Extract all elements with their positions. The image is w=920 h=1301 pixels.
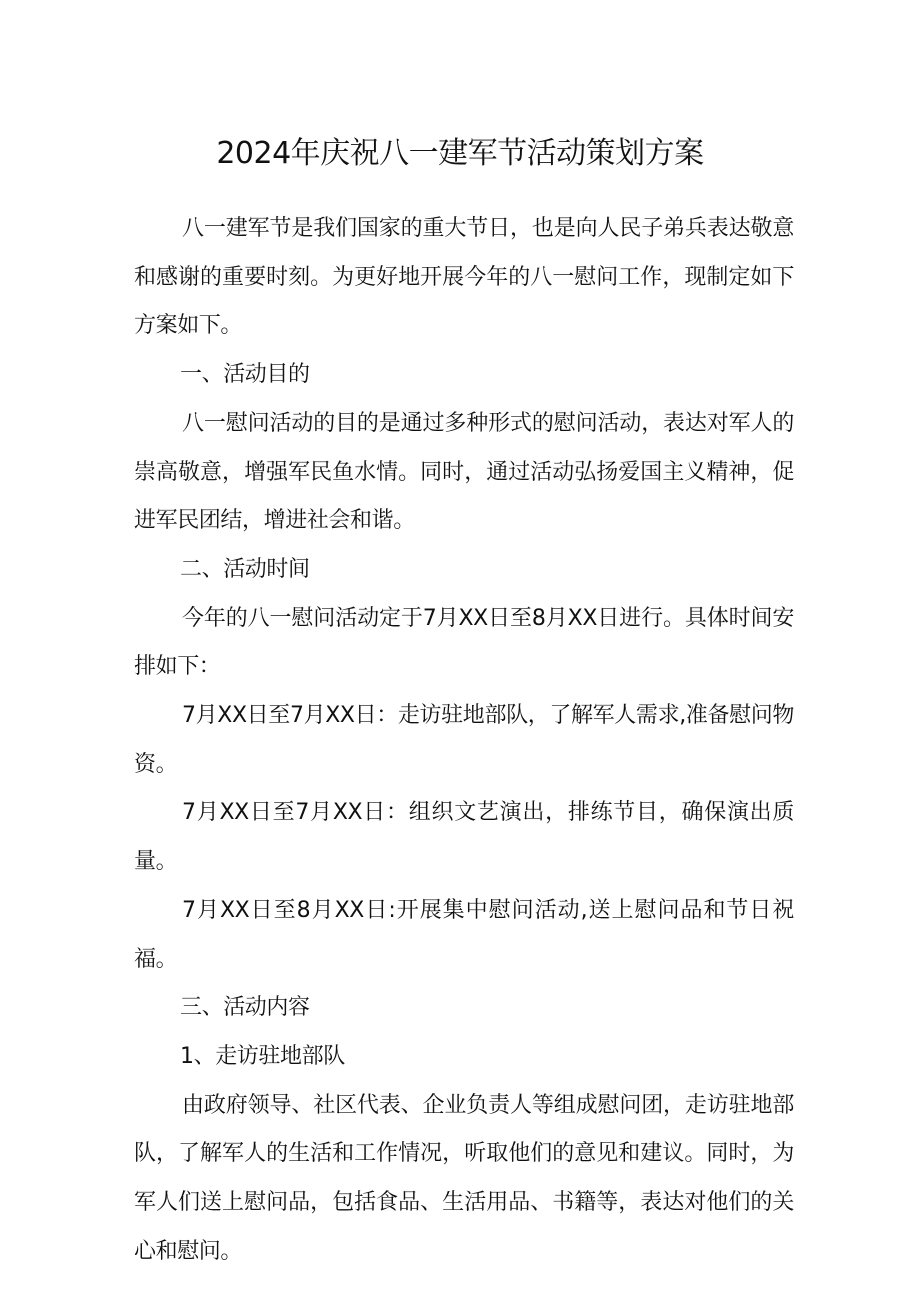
subsection-heading-visit: 1、走访驻地部队 bbox=[180, 1043, 345, 1069]
document-body bbox=[134, 205, 794, 1276]
time-paragraph: 今年的八一慰问活动定于7月XX日至8月XX日进行。具体时间安排如下： bbox=[134, 605, 794, 680]
schedule-item-3: 7月XX日至8月XX日:开展集中慰问活动,送上慰问品和节日祝福。 bbox=[134, 897, 794, 972]
purpose-paragraph: 八一慰问活动的目的是通过多种形式的慰问活动，表达对军人的崇高敬意，增强军民鱼水情。同时，通过活动弘扬爱国主义精神，促进军民团结，增进社会和谐。 bbox=[134, 410, 794, 534]
schedule-item-2: 7月XX日至7月XX日：组织文艺演出，排练节目，确保演出质量。 bbox=[134, 800, 794, 875]
section-heading-time: 二、活动时间 bbox=[180, 556, 310, 582]
section-heading-purpose: 一、活动目的 bbox=[180, 362, 310, 388]
visit-paragraph: 由政府领导、社区代表、企业负责人等组成慰问团，走访驻地部队，了解军人的生活和工作情况，听取他们的意见和建议。同时，为军人们送上慰问品，包括食品、生活用品、书籍等，表达对他们的关心和慰问。 bbox=[134, 1092, 794, 1264]
schedule-item-1: 7月XX日至7月XX日：走访驻地部队，了解军人需求,准备慰问物资。 bbox=[134, 703, 794, 777]
document-title: 2024年庆祝八一建军节活动策划方案 bbox=[216, 136, 704, 172]
section-heading-content: 三、活动内容 bbox=[180, 995, 310, 1021]
intro-paragraph: 八一建军节是我们国家的重大节日，也是向人民子弟兵表达敬意和感谢的重要时刻。为更好地开展今年的八一慰问工作，现制定如下方案如下。 bbox=[134, 216, 794, 339]
